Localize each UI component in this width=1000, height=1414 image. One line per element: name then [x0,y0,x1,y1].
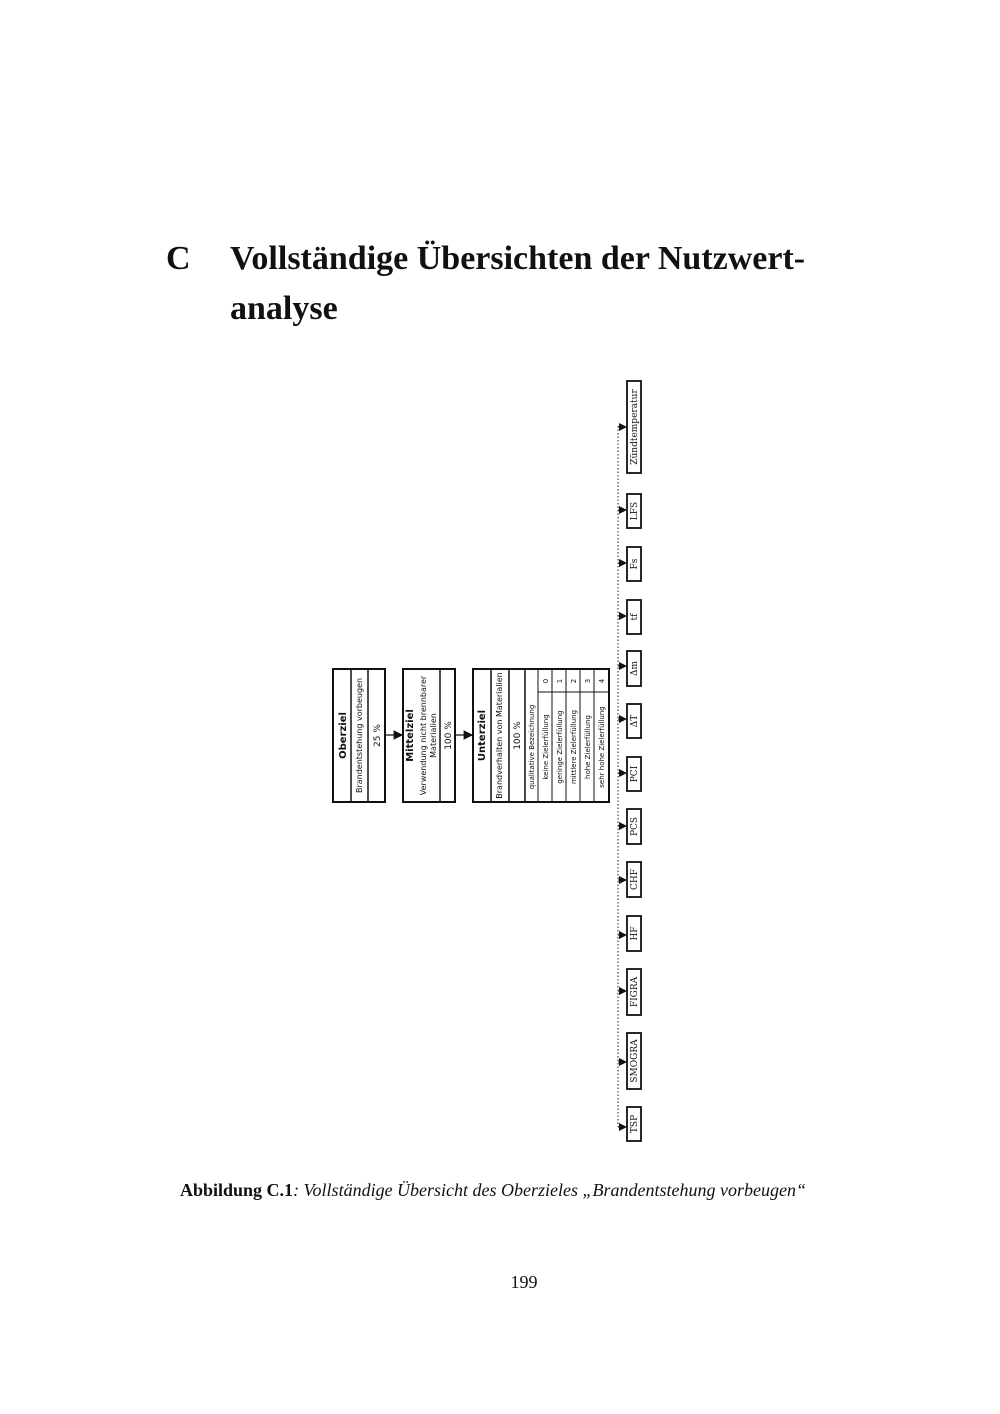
criterion-figra [618,969,641,1015]
scale-value: 4 [598,678,606,684]
oberziel-text: Brandentstehung vorbeugen [355,677,364,794]
scale-value: 2 [570,678,578,684]
criterion-pcs [618,809,641,844]
oberziel-box [333,669,385,802]
mittelziel-heading: Mittelziel [405,709,416,762]
mittelziel-box [403,669,455,802]
criterion-label: PCI [630,765,640,783]
criterion-smogra [618,1033,641,1089]
oberziel-heading: Oberziel [338,712,349,759]
criterion-hf [618,916,641,951]
unterziel-weight: 100 % [513,721,523,750]
criterion-label: Δm [630,660,640,677]
mittelziel-text-2: Materialien [429,713,438,758]
criterion-label: TSP [630,1114,640,1134]
mittelziel-weight: 100 % [444,721,454,750]
scale-label: sehr hohe Zielerfüllung [598,706,606,788]
criterion-chf [618,862,641,897]
criterion-label: LFS [630,501,640,521]
criterion-delta-m [618,651,641,686]
caption-label: Abbildung C.1 [180,1180,294,1200]
criterion-delta-t [618,704,641,738]
chapter-title: Vollständige Übersichten der Nutzwert-analyse [230,240,806,327]
scale-label: hohe Zielerfüllung [584,715,592,779]
unterziel-box [473,669,609,802]
criterion-label: tf [630,613,640,621]
criterion-label: FIGRA [630,976,640,1008]
criterion-tf [618,600,641,634]
criterion-tsp [618,1107,641,1141]
scale-value: 3 [584,678,592,684]
scale-header: qualitative Bezeichnung [528,704,536,790]
scale-value: 1 [556,678,564,684]
criterion-zuendtemperatur [618,381,641,473]
criterion-label: ΔT [630,714,640,728]
page-number: 199 [510,1272,538,1292]
scale-label: geringe Zielerfüllung [556,710,564,784]
criterion-label: CHF [630,869,640,890]
criterion-lfs [618,494,641,528]
criterion-pci [618,757,641,791]
oberziel-weight: 25 % [373,724,383,747]
criterion-label: SMOGRA [630,1039,640,1083]
figure-caption [180,1178,900,1202]
chapter-number: C [166,240,191,277]
criterion-label: HF [630,926,640,941]
mittelziel-text-1: Verwendung nicht brennbarer [419,675,428,796]
criterion-label: PCS [630,816,640,837]
unterziel-text: Brandverhalten von Materialien [495,672,504,799]
criterion-fs [618,547,641,581]
unterziel-heading: Unterziel [477,709,488,762]
criterion-label: Zündtemperatur [630,389,640,465]
caption-text: : Vollständige Übersicht des Oberzieles „Brandentstehung vorbeugen“ [293,1180,807,1200]
scale-label: mittlere Zielerfüllung [570,709,578,785]
criterion-label: Fs [630,558,640,570]
scale-value: 0 [542,678,550,684]
scale-label: keine Zielerfüllung [542,714,550,780]
